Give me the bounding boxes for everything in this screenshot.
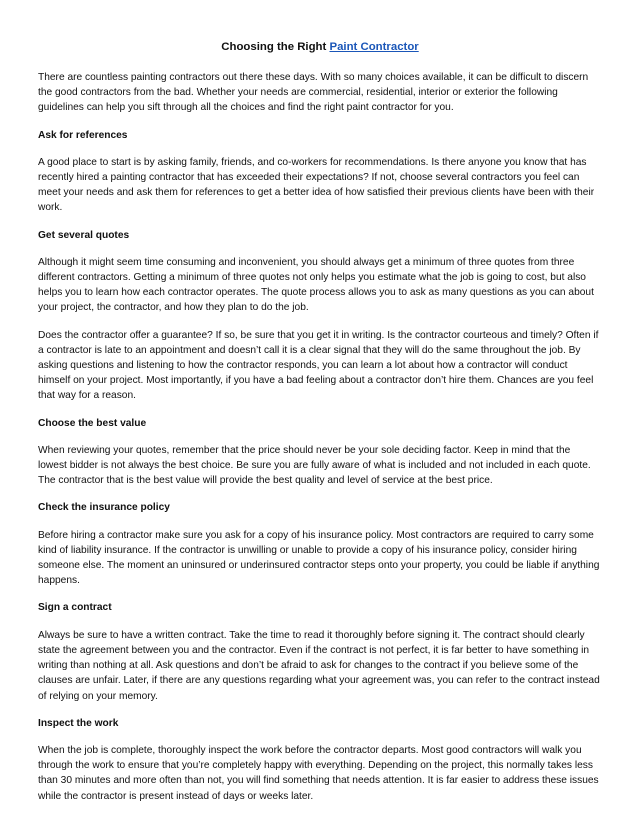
section-get-several-quotes <box>38 228 602 404</box>
section-heading: Check the insurance policy <box>38 502 170 514</box>
section-paragraph: Always be sure to have a written contract. Take the time to read it thoroughly before signing it. The contract should clearly state the agreement between you and the contractor. Even if the contract is not perfect, it is far better to have something in writing than nothing at all. Ask questions and don’t be afraid to ask for changes to the contract if you believe some of the clauses are unfair. Later, if there are any questions regarding what your agreement was, you can refer to the contract instead of relying on your memory. <box>38 629 600 702</box>
section-paragraph: Does the contractor offer a guarantee? If so, be sure that you get it in writing. Is the contractor courteous and timely? Often if a contractor is late to an appointment and doesn’t call it is a clear signal that they will do the same throughout the job. By asking questions and listening to how the contractor responds, you can learn a lot about how a contractor will conduct himself on your project. Most importantly, if you have a bad feeling about a contractor don’t hire them. Chances are you feel that way for a reason. <box>38 329 599 402</box>
section-paragraph: Although it might seem time consuming and inconvenient, you should always get a minimum of three quotes from three different contractors. Getting a minimum of three quotes not only helps you estimate what the job is going to cost, but also helps you to learn how each contractor operates. The quote process allows you to ask as many questions as you can about your project, the contractor, and how they plan to do the job. <box>38 256 594 314</box>
section-paragraph: Before hiring a contractor make sure you ask for a copy of his insurance policy. Most contractors are required to carry some kind of liability insurance. If the contractor is unwilling or unable to provide a copy of his insurance policy, consider hiring someone else. The moment an uninsured or underinsured contractor steps onto your property, you could be liable if anything happens. <box>38 529 600 587</box>
section-heading: Ask for references <box>38 129 128 141</box>
section-sign-a-contract <box>38 600 602 703</box>
section-check-the-insurance-policy <box>38 500 602 588</box>
section-paragraph: When reviewing your quotes, remember that the price should never be your sole deciding factor. Keep in mind that the lowest bidder is not always the best choice. Be sure you are fully aware of what is included and not included in each quote. The contractor that is the best value will provide the best quality and level of service at the best price. <box>38 444 591 487</box>
section-ask-for-references <box>38 128 602 216</box>
section-heading: Sign a contract <box>38 602 112 614</box>
intro-paragraph: There are countless painting contractors out there these days. With so many choices available, it can be difficult to discern the good contractors from the bad. Whether your needs are commercial, residential, interior or exterior the following guidelines can help you sift through all the choices and find the right paint contractor for you. <box>38 72 589 114</box>
section-heading: Inspect the work <box>38 717 119 729</box>
document-page <box>38 40 602 816</box>
section-paragraph: A good place to start is by asking family, friends, and co-workers for recommendations. Is there anyone you know that has recently hired a painting contractor that has exceeded their expectations? If not, choose several contractors you feel can meet your needs and ask them for references to get a better idea of how satisfied their previous clients have been with their work. <box>38 156 595 214</box>
document-title <box>38 40 602 54</box>
paint-contractor-link[interactable]: Paint Contractor <box>329 41 419 53</box>
section-heading: Get several quotes <box>38 229 130 241</box>
section-choose-the-best-value <box>38 416 602 489</box>
title-text: Choosing the Right <box>221 41 330 53</box>
section-inspect-the-work <box>38 716 602 804</box>
section-paragraph: When the job is complete, thoroughly inspect the work before the contractor departs. Most good contractors will walk you through the work to ensure that you’re completely happy with everything. Depending on the project, this normally takes less than 30 minutes and more often than not, you will find something that needs attention. It is far easier to address these issues while the contractor is present instead of days or weeks later. <box>38 744 599 802</box>
section-heading: Choose the best value <box>38 417 147 429</box>
